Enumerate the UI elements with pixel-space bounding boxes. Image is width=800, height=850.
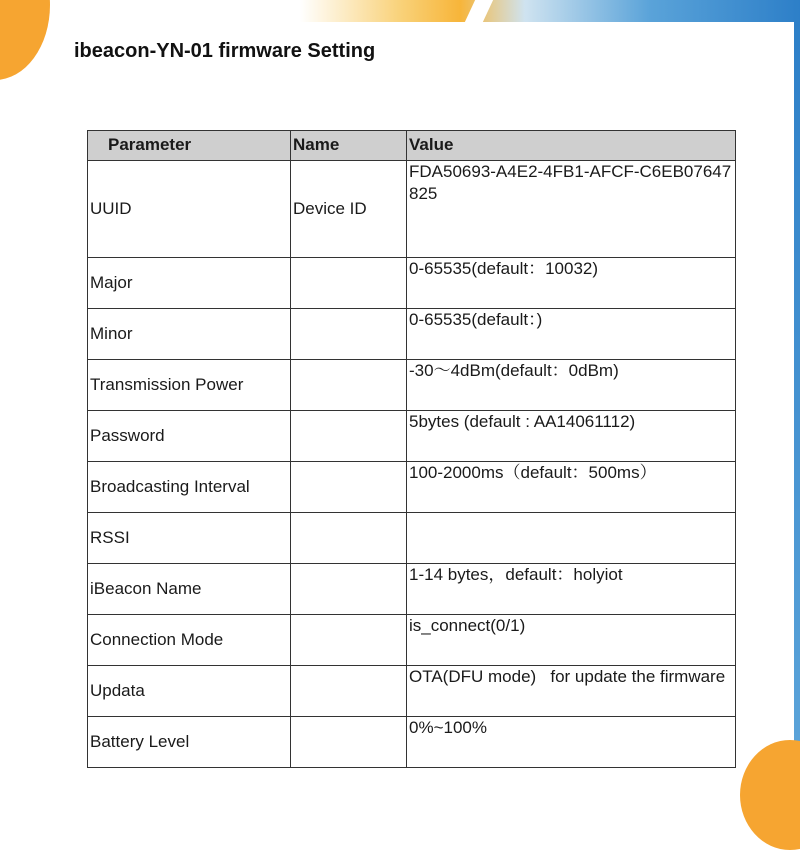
cell-name <box>291 258 407 309</box>
cell-name <box>291 462 407 513</box>
table-row-transmission-power <box>88 360 736 411</box>
cell-value: 0-65535(default：) <box>407 309 736 360</box>
table-row-ibeacon-name <box>88 564 736 615</box>
cell-parameter: Updata <box>88 666 291 717</box>
table-row-rssi <box>88 513 736 564</box>
decorative-blue-bar-right <box>794 22 800 742</box>
cell-name <box>291 411 407 462</box>
cell-name <box>291 615 407 666</box>
cell-value: OTA(DFU mode) for update the firmware <box>407 666 736 717</box>
cell-name <box>291 513 407 564</box>
cell-name: Device ID <box>291 161 407 258</box>
cell-parameter: RSSI <box>88 513 291 564</box>
cell-value: 1-14 bytes，default：holyiot <box>407 564 736 615</box>
decorative-orange-circle-bottom-right <box>740 740 800 850</box>
cell-name <box>291 360 407 411</box>
cell-name <box>291 717 407 768</box>
decorative-orange-circle-top-left <box>0 0 50 80</box>
firmware-settings-table <box>87 130 736 768</box>
page-title: ibeacon-YN-01 firmware Setting <box>74 40 376 62</box>
cell-name <box>291 666 407 717</box>
cell-parameter: iBeacon Name <box>88 564 291 615</box>
cell-parameter: Password <box>88 411 291 462</box>
cell-value: 0-65535(default：10032) <box>407 258 736 309</box>
table-header-row <box>88 131 736 161</box>
cell-value: is_connect(0/1) <box>407 615 736 666</box>
cell-parameter: Major <box>88 258 291 309</box>
cell-value: 100-2000ms（default：500ms） <box>407 462 736 513</box>
cell-value: 0%~100% <box>407 717 736 768</box>
cell-parameter: Transmission Power <box>88 360 291 411</box>
cell-name <box>291 309 407 360</box>
decorative-gradient-bar-top <box>300 0 800 22</box>
table-row-minor <box>88 309 736 360</box>
cell-value: 5bytes (default : AA14061112) <box>407 411 736 462</box>
cell-parameter: Broadcasting Interval <box>88 462 291 513</box>
header-name: Name <box>291 131 407 161</box>
cell-value <box>407 513 736 564</box>
cell-parameter: Minor <box>88 309 291 360</box>
cell-parameter: UUID <box>88 161 291 258</box>
cell-value: -30～4dBm(default：0dBm) <box>407 360 736 411</box>
table-row-updata <box>88 666 736 717</box>
cell-parameter: Connection Mode <box>88 615 291 666</box>
table-row-password <box>88 411 736 462</box>
table-row-broadcasting-interval <box>88 462 736 513</box>
table-row-connection-mode <box>88 615 736 666</box>
table-row-uuid <box>88 161 736 258</box>
cell-value: FDA50693-A4E2-4FB1-AFCF-C6EB07647825 <box>407 161 736 258</box>
cell-name <box>291 564 407 615</box>
table-row-battery-level <box>88 717 736 768</box>
header-value: Value <box>407 131 736 161</box>
header-parameter: Parameter <box>88 131 291 161</box>
table-row-major <box>88 258 736 309</box>
cell-parameter: Battery Level <box>88 717 291 768</box>
